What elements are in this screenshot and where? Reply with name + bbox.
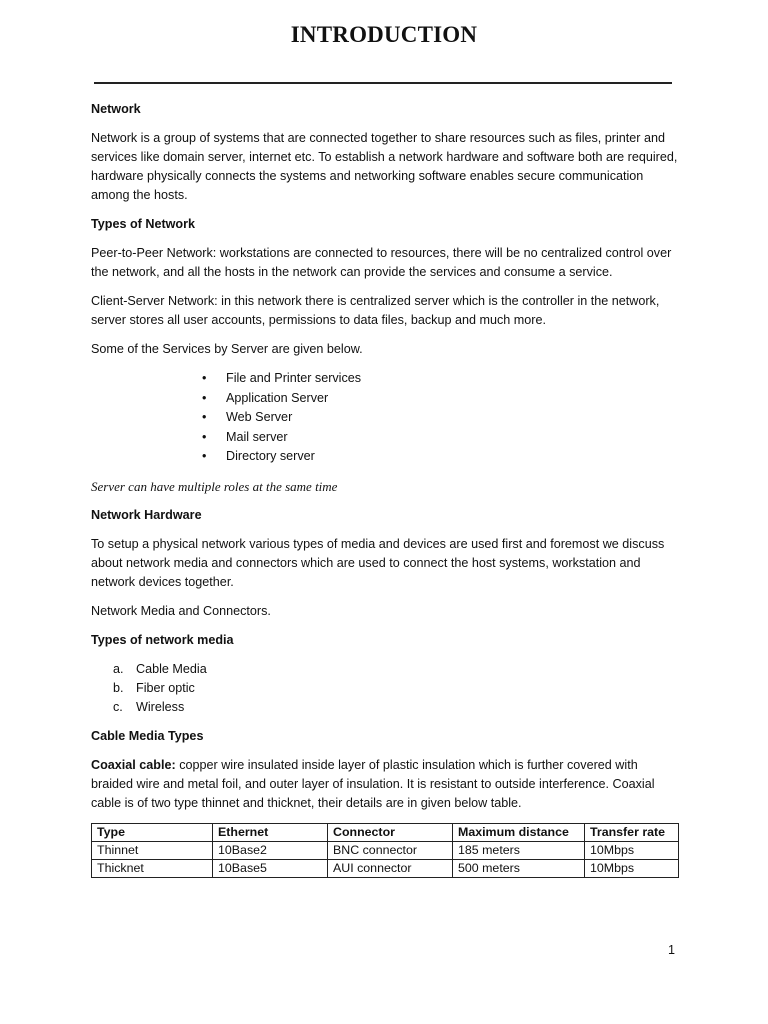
services-list (91, 369, 681, 467)
table-row (92, 859, 679, 877)
list-marker: c. (113, 699, 123, 714)
coaxial-text: copper wire insulated inside layer of plastic insulation which is further covered with braided wire and metal foil, and outer layer of insulation. It is resistant to outside interference. Coaxial cable is of two type thinnet and thicknet, their details are in given below table. (91, 757, 655, 810)
heading-network-hardware: Network Hardware (91, 507, 202, 522)
table-cell: 10Mbps (585, 841, 679, 859)
media-types-list (91, 660, 681, 717)
paragraph-media-connectors: Network Media and Connectors. (91, 603, 271, 618)
list-item-label: Cable Media (136, 661, 207, 676)
paragraph-client-server: Client-Server Network: in this network there is centralized server which is the controller in the network, server stores all user accounts, permissions to data files, backup and much more. (91, 294, 660, 327)
table-cell: 10Base2 (213, 841, 328, 859)
heading-types-of-network-media: Types of network media (91, 632, 234, 647)
services-note: Server can have multiple roles at the same time (91, 478, 338, 494)
table-cell: 500 meters (453, 859, 585, 877)
paragraph-network: Network is a group of systems that are connected together to share resources such as files, printer and services like domain server, internet etc. To establish a network hardware and software both are required, hardware physically connects the systems and networking software enables secure communication among the hosts. (91, 131, 678, 202)
paragraph-coaxial-cable (91, 756, 681, 813)
table-header-row (92, 823, 679, 841)
list-marker: b. (113, 680, 124, 695)
paragraph-peer-to-peer: Peer-to-Peer Network: workstations are connected to resources, there will be no centralized control over the network, and all the hosts in the network can provide the services and consume a service. (91, 246, 672, 279)
list-item (91, 660, 681, 679)
list-item (91, 698, 681, 717)
list-item: • Web Server (91, 408, 681, 428)
heading-cable-media-types: Cable Media Types (91, 728, 204, 743)
table-cell: 10Base5 (213, 859, 328, 877)
list-item (91, 679, 681, 698)
table-header-cell: Transfer rate (585, 823, 679, 841)
table-row (92, 841, 679, 859)
table-header-cell: Connector (328, 823, 453, 841)
page-title: INTRODUCTION (290, 22, 478, 47)
paragraph-network-hardware: To setup a physical network various types of media and devices are used first and foremost we discuss about network media and connectors which are used to connect the host systems, workstation and network devices together. (91, 536, 665, 589)
document-body (91, 100, 681, 878)
table-cell: 185 meters (453, 841, 585, 859)
heading-network: Network (91, 102, 141, 116)
paragraph-services-intro: Some of the Services by Server are given below. (91, 342, 363, 356)
list-item-label: Fiber optic (136, 680, 195, 695)
list-item: • Directory server (91, 447, 681, 467)
list-item: • Application Server (91, 389, 681, 409)
list-marker: a. (113, 661, 124, 676)
coaxial-label: Coaxial cable: (91, 757, 176, 772)
table-cell: Thinnet (92, 841, 213, 859)
list-item: • Mail server (91, 428, 681, 448)
heading-types-of-network: Types of Network (91, 217, 196, 231)
table-header-cell: Ethernet (213, 823, 328, 841)
list-item-label: Wireless (136, 699, 185, 714)
cable-spec-table (91, 823, 679, 878)
title-underline (94, 82, 672, 84)
table-header-cell: Maximum distance (453, 823, 585, 841)
table-cell: BNC connector (328, 841, 453, 859)
table-cell: AUI connector (328, 859, 453, 877)
page-number: 1 (668, 943, 676, 957)
table-cell: 10Mbps (585, 859, 679, 877)
list-item: • File and Printer services (91, 369, 681, 389)
table-cell: Thicknet (92, 859, 213, 877)
table-header-cell: Type (92, 823, 213, 841)
